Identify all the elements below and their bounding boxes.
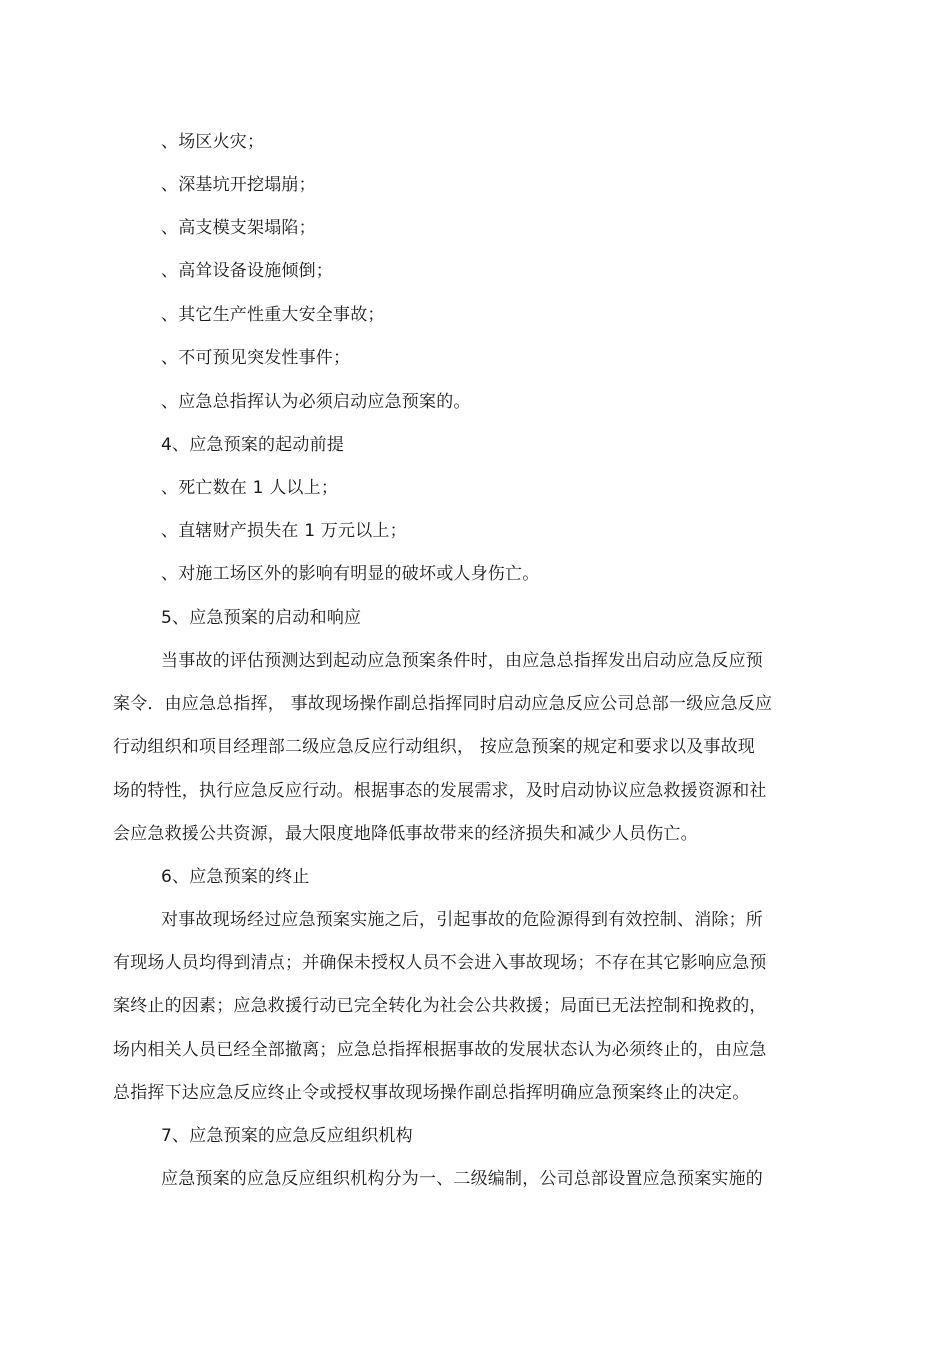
section-heading: 5、应急预案的启动和响应: [161, 608, 362, 628]
paragraph-line: 案令．由应急总指挥， 事故现场操作副总指挥同时启动应急反应公司总部一级应急反应: [113, 694, 773, 714]
list-item: 、应急总指挥认为必须启动应急预案的。: [161, 392, 471, 412]
list-item: 、场区火灾；: [161, 132, 265, 152]
list-item: 、高耸设备设施倾倒；: [161, 261, 333, 281]
paragraph-line: 场的特性，执行应急反应行动。根据事态的发展需求，及时启动协议应急救援资源和社: [113, 781, 767, 801]
paragraph-line: 有现场人员均得到清点；并确保未授权人员不会进入事故现场；不存在其它影响应急预: [113, 953, 767, 973]
list-item: 、高支模支架塌陷；: [161, 218, 316, 238]
paragraph-line: 对事故现场经过应急预案实施之后，引起事故的危险源得到有效控制、消除；所: [161, 910, 763, 930]
paragraph-line: 行动组织和项目经理部二级应急反应行动组织， 按应急预案的规定和要求以及事故现: [113, 737, 756, 757]
paragraph-line: 应急预案的应急反应组织机构分为一、二级编制，公司总部设置应急预案实施的: [161, 1169, 763, 1189]
list-item: 、不可预见突发性事件；: [161, 348, 351, 368]
section-heading: 7、应急预案的应急反应组织机构: [161, 1126, 413, 1146]
paragraph-line: 总指挥下达应急反应终止令或授权事故现场操作副总指挥明确应急预案终止的决定。: [113, 1083, 750, 1103]
list-item: 、对施工场区外的影响有明显的破坏或人身伤亡。: [161, 564, 540, 584]
list-item: 、深基坑开挖塌崩；: [161, 175, 316, 195]
list-item: 、死亡数在 1 人以上；: [161, 478, 339, 498]
list-item: 、直辖财产损失在 1 万元以上；: [161, 521, 407, 541]
paragraph-line: 场内相关人员已经全部撤离；应急总指挥根据事故的发展状态认为必须终止的，由应急: [113, 1040, 767, 1060]
paragraph-line: 会应急救援公共资源，最大限度地降低事故带来的经济损失和减少人员伤亡。: [113, 824, 698, 844]
list-item: 、其它生产性重大安全事故；: [161, 305, 385, 325]
section-heading: 4、应急预案的起动前提: [161, 435, 345, 455]
paragraph-line: 案终止的因素；应急救援行动已完全转化为社会公共救援；局面已无法控制和挽救的，: [113, 996, 767, 1016]
paragraph-line: 当事故的评估预测达到起动应急预案条件时，由应急总指挥发出启动应急反应预: [161, 651, 763, 671]
section-heading: 6、应急预案的终止: [161, 867, 310, 887]
